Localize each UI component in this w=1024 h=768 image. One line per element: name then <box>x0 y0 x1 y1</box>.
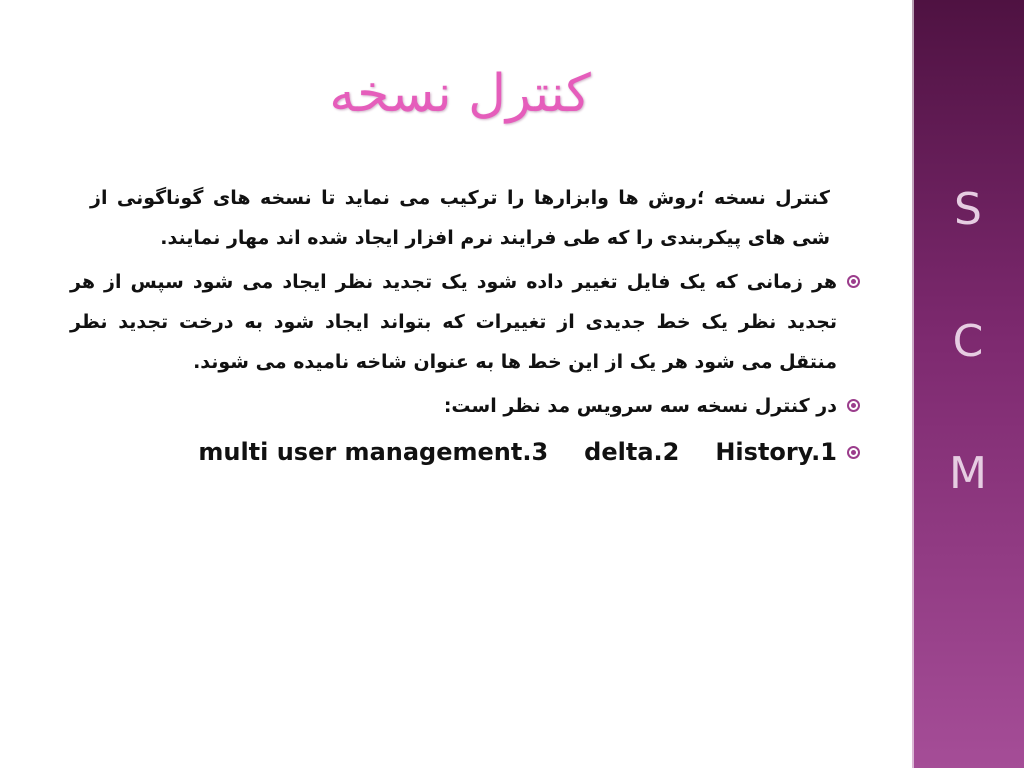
bullet-text-revisions: هر زمانی که یک فایل تغییر داده شود یک تجدید نظر ایجاد می شود سپس از هر تجدید نظر یک خط جدیدی از تغییرات که بتواند ایجاد شود به درخت تجدید نظر منتقل می شود هر یک از این خط ها به عنوان شاخه نامیده می شوند. <box>70 271 837 373</box>
service-delta: delta.2 <box>584 438 680 466</box>
service-multi-user-management: multi user management.3 <box>198 438 549 466</box>
services-list <box>70 432 860 472</box>
side-letter-s: S <box>954 184 982 235</box>
services-items <box>198 438 837 466</box>
bullet-item <box>70 386 860 426</box>
circle-bullet-icon <box>847 446 860 459</box>
circle-bullet-icon <box>847 275 860 288</box>
intro-paragraph: کنترل نسخه ؛روش ها وابزارها را ترکیب می نماید تا نسخه های گوناگونی از شی های پیکربندی را که طی فرایند نرم افزار ایجاد شده اند مهار نمایند. <box>90 187 830 249</box>
bullet-item <box>70 262 860 382</box>
bullet-text-services: در کنترل نسخه سه سرویس مد نظر است: <box>443 395 837 417</box>
circle-bullet-icon <box>847 399 860 412</box>
side-letter-c: C <box>952 316 984 367</box>
slide-title: کنترل نسخه <box>329 64 591 124</box>
service-history: History.1 <box>715 438 837 466</box>
side-band-letters <box>912 184 1024 499</box>
slide-body <box>70 178 860 472</box>
side-letter-m: M <box>949 448 987 499</box>
